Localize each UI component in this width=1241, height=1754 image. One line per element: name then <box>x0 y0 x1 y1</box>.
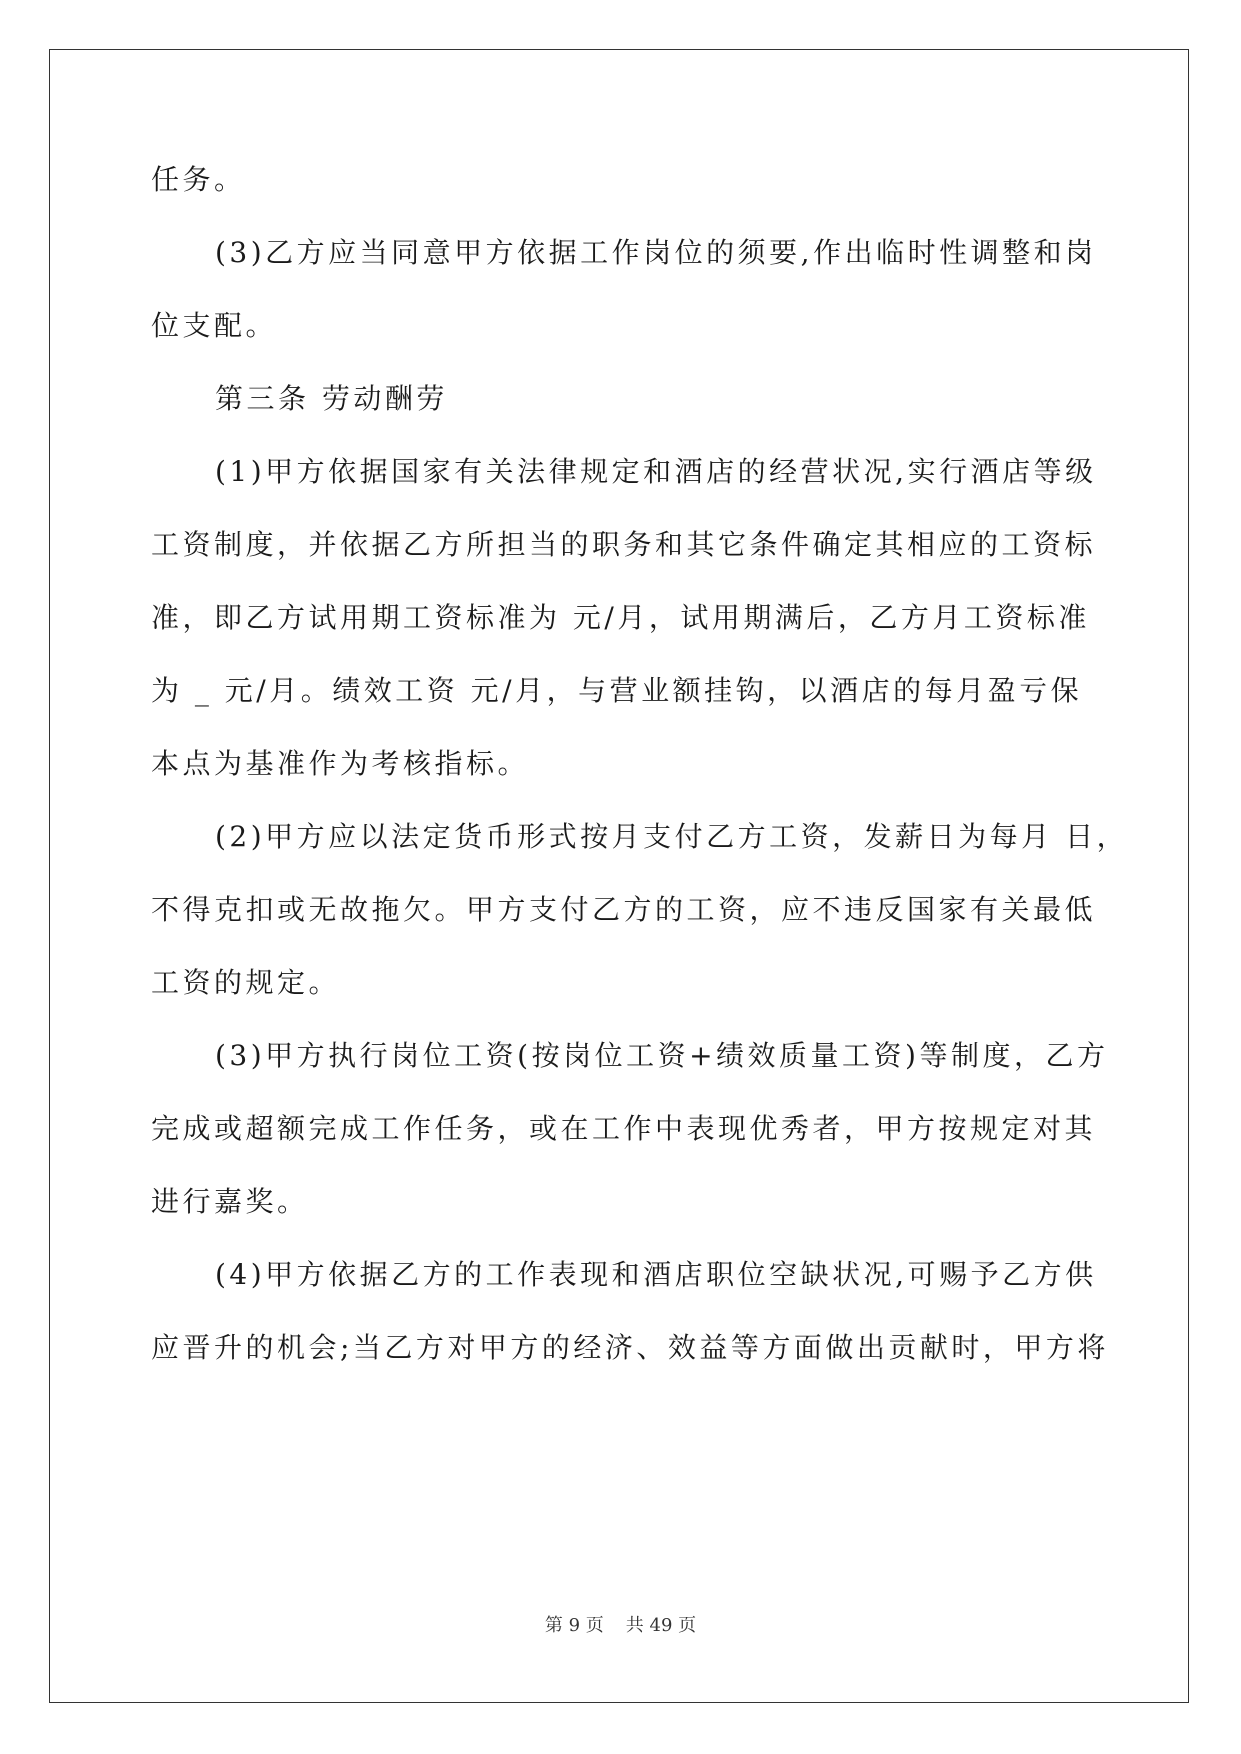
text-line: 进行嘉奖。 <box>151 1185 309 1218</box>
section-heading: 第三条 劳动酬劳 <box>215 382 448 415</box>
text-line: 工资的规定。 <box>151 966 341 999</box>
text-line: 完成或超额完成工作任务，或在工作中表现优秀者，甲方按规定对其 <box>151 1112 1097 1145</box>
page-number: 第 9 页 <box>544 1615 604 1636</box>
text-line: 为 _ 元/月。绩效工资 元/月，与营业额挂钩，以酒店的每月盈亏保 <box>151 674 1083 707</box>
page-border <box>49 49 1189 1703</box>
text-line: 位支配。 <box>151 309 278 342</box>
text-line: 不得克扣或无故拖欠。甲方支付乙方的工资，应不违反国家有关最低 <box>151 893 1097 926</box>
text-line: (1)甲方依据国家有关法律规定和酒店的经营状况,实行酒店等级 <box>215 455 1097 488</box>
text-line: 准，即乙方试用期工资标准为 元/月，试用期满后，乙方月工资标准 <box>151 601 1090 634</box>
text-line: 本点为基准作为考核指标。 <box>151 747 530 780</box>
page-total: 共 49 页 <box>625 1615 697 1636</box>
text-line: 任务。 <box>151 163 246 196</box>
text-line: 工资制度，并依据乙方所担当的职务和其它条件确定其相应的工资标 <box>151 528 1097 561</box>
page-footer <box>0 1614 1241 1638</box>
text-line: (3)甲方执行岗位工资(按岗位工资+绩效质量工资)等制度，乙方 <box>215 1039 1109 1072</box>
text-line: (2)甲方应以法定货币形式按月支付乙方工资，发薪日为每月 日， <box>215 820 1129 853</box>
text-line: 应晋升的机会;当乙方对甲方的经济、效益等方面做出贡献时，甲方将 <box>151 1331 1109 1364</box>
text-line: (3)乙方应当同意甲方依据工作岗位的须要,作出临时性调整和岗 <box>215 236 1097 269</box>
text-line: (4)甲方依据乙方的工作表现和酒店职位空缺状况,可赐予乙方供 <box>215 1258 1097 1291</box>
